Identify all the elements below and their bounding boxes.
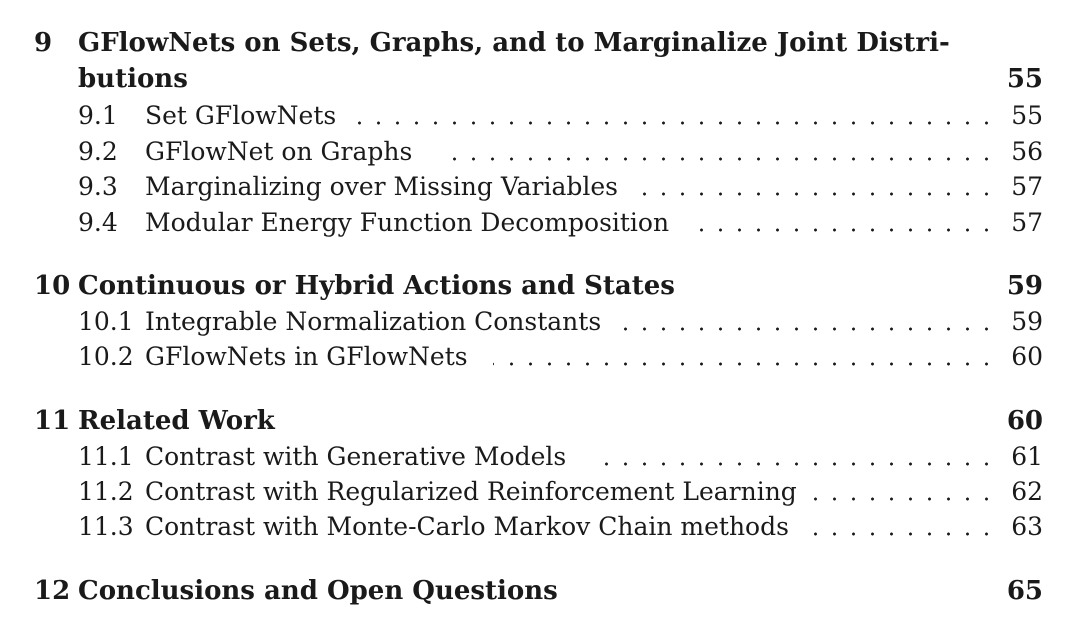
toc-subsection-10-2[interactable] bbox=[0, 342, 1080, 378]
subsection-title: Modular Energy Function Decomposition bbox=[145, 208, 670, 237]
section-number: 12 bbox=[34, 576, 71, 606]
subsection-page: 57 bbox=[1011, 172, 1043, 201]
subsection-page: 57 bbox=[1011, 208, 1043, 237]
subsection-title: Contrast with Monte-Carlo Markov Chain methods bbox=[145, 512, 789, 541]
dot-leader bbox=[590, 454, 996, 474]
toc-subsection-9-4[interactable] bbox=[0, 208, 1080, 244]
subsection-page: 62 bbox=[1011, 477, 1043, 506]
dot-leader bbox=[812, 524, 996, 544]
toc-subsection-10-1[interactable] bbox=[0, 307, 1080, 343]
section-title-line2: butions bbox=[78, 64, 188, 94]
dot-leader bbox=[493, 354, 996, 374]
subsection-title: Marginalizing over Missing Variables bbox=[145, 172, 618, 201]
toc-section-11[interactable] bbox=[0, 406, 1080, 446]
toc-section-10[interactable] bbox=[0, 271, 1080, 311]
section-title: Conclusions and Open Questions bbox=[78, 576, 558, 606]
toc-section-12[interactable] bbox=[0, 576, 1080, 616]
toc-subsection-9-1[interactable] bbox=[0, 101, 1080, 137]
toc-subsection-9-3[interactable] bbox=[0, 172, 1080, 208]
subsection-title: GFlowNets in GFlowNets bbox=[145, 342, 468, 371]
subsection-title: Set GFlowNets bbox=[145, 101, 337, 130]
subsection-number: 11.2 bbox=[78, 477, 134, 506]
subsection-title: Contrast with Generative Models bbox=[145, 442, 567, 471]
section-title: Related Work bbox=[78, 406, 275, 436]
subsection-page: 61 bbox=[1011, 442, 1043, 471]
section-title-line1: GFlowNets on Sets, Graphs, and to Marginalize Joint Distri- bbox=[78, 28, 950, 58]
subsection-title: Contrast with Regularized Reinforcement Learning bbox=[145, 477, 797, 506]
section-page: 59 bbox=[1006, 271, 1043, 301]
subsection-page: 56 bbox=[1011, 137, 1043, 166]
subsection-page: 55 bbox=[1011, 101, 1043, 130]
subsection-title: GFlowNet on Graphs bbox=[145, 137, 413, 166]
subsection-number: 11.1 bbox=[78, 442, 134, 471]
dot-leader bbox=[813, 489, 996, 509]
section-number: 9 bbox=[34, 28, 53, 58]
dot-leader bbox=[695, 220, 996, 240]
subsection-number: 11.3 bbox=[78, 512, 134, 541]
section-page: 55 bbox=[1006, 64, 1043, 94]
subsection-page: 63 bbox=[1011, 512, 1043, 541]
subsection-number: 9.1 bbox=[78, 101, 118, 130]
dot-leader bbox=[355, 113, 996, 133]
toc-subsection-11-3[interactable] bbox=[0, 512, 1080, 548]
toc-subsection-11-1[interactable] bbox=[0, 442, 1080, 478]
toc-subsection-11-2[interactable] bbox=[0, 477, 1080, 513]
subsection-title: Integrable Normalization Constants bbox=[145, 307, 602, 336]
subsection-number: 10.2 bbox=[78, 342, 134, 371]
dot-leader bbox=[437, 149, 996, 169]
toc-section-9[interactable] bbox=[0, 28, 1080, 68]
subsection-number: 9.4 bbox=[78, 208, 118, 237]
dot-leader bbox=[633, 184, 996, 204]
subsection-number: 10.1 bbox=[78, 307, 134, 336]
subsection-page: 59 bbox=[1011, 307, 1043, 336]
subsection-number: 9.2 bbox=[78, 137, 118, 166]
section-title: Continuous or Hybrid Actions and States bbox=[78, 271, 675, 301]
section-page: 60 bbox=[1006, 406, 1043, 436]
subsection-number: 9.3 bbox=[78, 172, 118, 201]
toc-subsection-9-2[interactable] bbox=[0, 137, 1080, 173]
subsection-page: 60 bbox=[1011, 342, 1043, 371]
section-number: 11 bbox=[34, 406, 71, 436]
section-number: 10 bbox=[34, 271, 71, 301]
toc-section-9-continued[interactable] bbox=[0, 64, 1080, 104]
section-page: 65 bbox=[1006, 576, 1043, 606]
dot-leader bbox=[615, 319, 996, 339]
